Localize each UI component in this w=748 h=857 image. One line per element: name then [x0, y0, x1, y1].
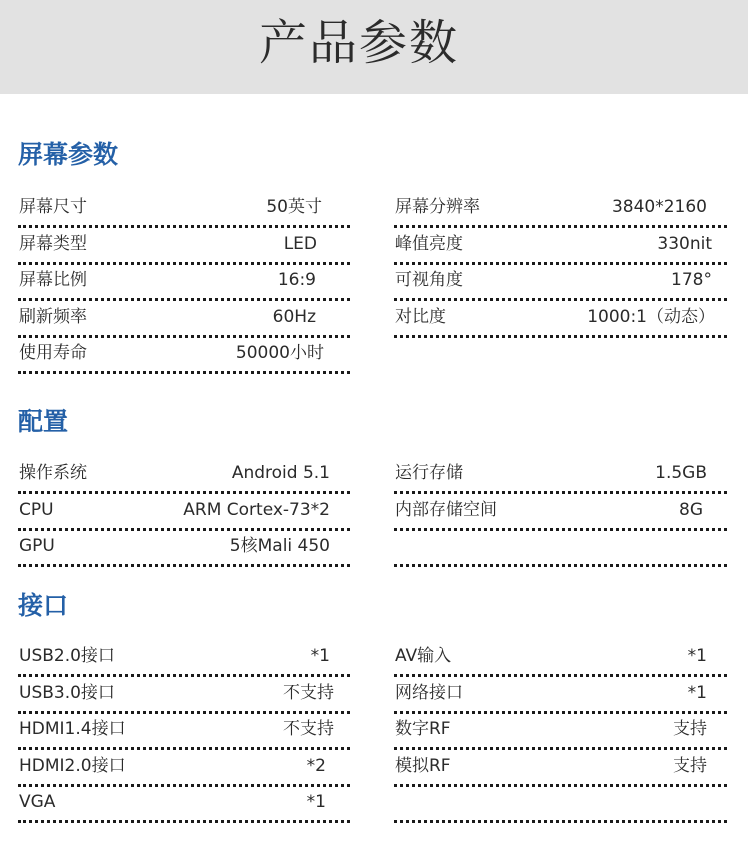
spec-label: 内部存储空间 — [395, 500, 497, 520]
spec-row — [18, 528, 350, 567]
spec-label: HDMI2.0接口 — [19, 756, 126, 776]
spec-label: HDMI1.4接口 — [19, 719, 126, 739]
spec-value: *1 — [306, 792, 326, 812]
spec-value: 50000小时 — [235, 343, 324, 363]
spec-label: USB3.0接口 — [19, 683, 115, 703]
spec-label: GPU — [19, 536, 55, 556]
section-title-screen: 屏幕参数 — [18, 140, 119, 169]
spec-row — [18, 638, 350, 677]
spec-label: 刷新频率 — [19, 307, 87, 327]
spec-row — [394, 492, 727, 531]
spec-row — [18, 492, 350, 531]
spec-row — [394, 784, 727, 823]
spec-row — [18, 226, 350, 265]
spec-value: 60Hz — [272, 307, 316, 327]
spec-value: 3840*2160 — [611, 197, 707, 217]
spec-value: 不支持 — [283, 719, 334, 739]
spec-value: *2 — [306, 756, 326, 776]
spec-value: 1.5GB — [655, 463, 707, 483]
spec-label: 可视角度 — [395, 270, 463, 290]
spec-row — [394, 299, 727, 338]
spec-value: 支持 — [673, 719, 707, 739]
spec-label: AV输入 — [395, 646, 452, 666]
spec-value: 50英寸 — [266, 197, 322, 217]
spec-row — [18, 299, 350, 338]
section-title-config: 配置 — [18, 407, 69, 436]
spec-row — [394, 675, 727, 714]
spec-row — [18, 784, 350, 823]
spec-row — [18, 711, 350, 750]
spec-value: 178° — [671, 270, 712, 290]
spec-value: *1 — [687, 646, 707, 666]
spec-label: 屏幕尺寸 — [19, 197, 87, 217]
spec-row — [394, 226, 727, 265]
spec-label: 使用寿命 — [19, 343, 87, 363]
spec-row — [394, 262, 727, 301]
spec-label: 网络接口 — [395, 683, 463, 703]
spec-value: 8G — [679, 500, 703, 520]
spec-label: 数字RF — [395, 719, 451, 739]
spec-label: 屏幕分辨率 — [395, 197, 480, 217]
spec-value: 支持 — [673, 756, 707, 776]
spec-label: 峰值亮度 — [395, 234, 463, 254]
spec-value: LED — [283, 234, 317, 254]
spec-row — [394, 455, 727, 494]
spec-row — [18, 675, 350, 714]
spec-row — [18, 189, 350, 228]
spec-row — [394, 189, 727, 228]
spec-row — [394, 711, 727, 750]
spec-value: 16:9 — [277, 270, 316, 290]
spec-row — [18, 748, 350, 787]
spec-label: VGA — [19, 792, 56, 812]
spec-value: ARM Cortex-73*2 — [183, 500, 330, 520]
spec-label: CPU — [19, 500, 54, 520]
spec-label: 运行存储 — [395, 463, 463, 483]
spec-value: 不支持 — [283, 683, 334, 703]
spec-value: 5核Mali 450 — [229, 536, 330, 556]
spec-row — [18, 335, 350, 374]
spec-label: 屏幕类型 — [19, 234, 87, 254]
spec-label: 屏幕比例 — [19, 270, 87, 290]
spec-row — [18, 262, 350, 301]
spec-value: *1 — [687, 683, 707, 703]
spec-label: 操作系统 — [19, 463, 87, 483]
spec-label: 模拟RF — [395, 756, 451, 776]
spec-value: Android 5.1 — [231, 463, 330, 483]
spec-value: 330nit — [657, 234, 712, 254]
page-header — [0, 0, 748, 94]
section-title-ports: 接口 — [18, 591, 69, 620]
spec-row — [394, 528, 727, 567]
spec-row — [394, 748, 727, 787]
spec-value: 1000:1（动态） — [587, 307, 715, 327]
spec-label: USB2.0接口 — [19, 646, 115, 666]
page-title: 产品参数 — [258, 15, 459, 71]
spec-value: *1 — [310, 646, 330, 666]
spec-label: 对比度 — [395, 307, 446, 327]
spec-row — [18, 455, 350, 494]
spec-row — [394, 638, 727, 677]
